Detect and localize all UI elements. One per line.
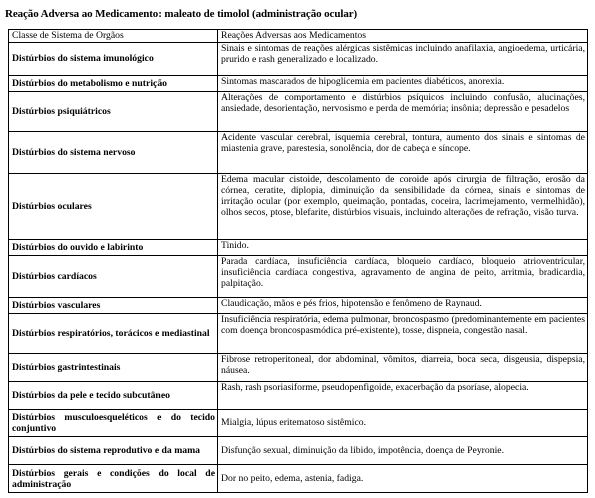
organ-class-cell: Distúrbios da pele e tecido subcutâneo — [9, 382, 218, 410]
organ-class-cell: Distúrbios gastrintestinais — [9, 354, 218, 382]
organ-class-cell: Distúrbios respiratórios, torácicos e mediastinal — [9, 314, 218, 354]
table-row — [9, 43, 588, 76]
table-row — [9, 354, 588, 382]
reactions-cell: Dor no peito, edema, astenia, fadiga. — [218, 465, 588, 493]
organ-class-cell: Distúrbios musculoesqueléticos e do tecido conjuntivo — [9, 410, 218, 437]
organ-class-cell: Distúrbios do sistema reprodutivo e da mama — [9, 437, 218, 465]
reactions-cell: Alterações de comportamento e distúrbios psíquicos incluindo confusão, alucinações, ansiedade, desorientação, nervosismo e perda de memória; insônia; depressão e pesadelos — [218, 92, 588, 132]
table-row — [9, 256, 588, 298]
table-row — [9, 437, 588, 465]
adverse-reactions-table — [8, 29, 588, 493]
reactions-cell: Edema macular cistoide, descolamento de coroide após cirurgia de filtração, erosão da córnea, ceratite, diplopia, diminuição da sensibilidade da córnea, sinais e sintomas de irritação ocular (por exemplo, queimação, pontadas, coceira, lacrimejamento, vermelhidão), olhos secos, ptose, blefarite, distúrbios visuais, incluindo alterações de refração, visão turva. — [218, 174, 588, 240]
document-title: Reação Adversa ao Medicamento: maleato de timolol (administração ocular) — [5, 8, 358, 20]
organ-class-cell: Distúrbios oculares — [9, 174, 218, 240]
organ-class-cell: Distúrbios cardíacos — [9, 256, 218, 298]
table-row — [9, 314, 588, 354]
header-adverse-reactions: Reações Adversas aos Medicamentos — [218, 30, 588, 43]
table-row — [9, 76, 588, 92]
table-row — [9, 410, 588, 437]
header-organ-class: Classe de Sistema de Orgãos — [9, 30, 218, 43]
reactions-cell: Tinido. — [218, 240, 588, 256]
table-row — [9, 298, 588, 314]
table-row — [9, 92, 588, 132]
organ-class-cell: Distúrbios psiquiátricos — [9, 92, 218, 132]
reactions-cell: Parada cardíaca, insuficiência cardíaca, bloqueio cardíaco, bloqueio atrioventricular, insuficiência cardíaca congestiva, agravamento de angina de peito, arritmia, bradicardia, palpitação. — [218, 256, 588, 298]
reactions-cell: Disfunção sexual, diminuição da libido, impotência, doença de Peyronie. — [218, 437, 588, 465]
reactions-cell: Sintomas mascarados de hipoglicemia em pacientes diabéticos, anorexia. — [218, 76, 588, 92]
table-row — [9, 240, 588, 256]
table-row — [9, 382, 588, 410]
table-row — [9, 174, 588, 240]
table-header-row — [9, 30, 588, 43]
reactions-cell: Sinais e sintomas de reações alérgicas sistêmicas incluindo anafilaxia, angioedema, urticária, prurido e rash generalizado e localizado. — [218, 43, 588, 76]
reactions-cell: Mialgia, lúpus eritematoso sistêmico. — [218, 410, 588, 437]
organ-class-cell: Distúrbios do ouvido e labirinto — [9, 240, 218, 256]
reactions-cell: Fibrose retroperitoneal, dor abdominal, vômitos, diarreia, boca seca, disgeusia, dispepsia, náusea. — [218, 354, 588, 382]
organ-class-cell: Distúrbios gerais e condições do local de administração — [9, 465, 218, 493]
table-row — [9, 465, 588, 493]
reactions-cell: Acidente vascular cerebral, isquemia cerebral, tontura, aumento dos sinais e sintomas de miastenia grave, parestesia, sonolência, dor de cabeça e síncope. — [218, 132, 588, 174]
organ-class-cell: Distúrbios do sistema imunológico — [9, 43, 218, 76]
organ-class-cell: Distúrbios do metabolismo e nutrição — [9, 76, 218, 92]
reactions-cell: Insuficiência respiratória, edema pulmonar, broncospasmo (predominantemente em pacientes com doença broncospasmódica pré-existente), tosse, dispneia, congestão nasal. — [218, 314, 588, 354]
organ-class-cell: Distúrbios do sistema nervoso — [9, 132, 218, 174]
organ-class-cell: Distúrbios vasculares — [9, 298, 218, 314]
reactions-cell: Rash, rash psoriasiforme, pseudopenfigoide, exacerbação da psoríase, alopecia. — [218, 382, 588, 410]
table-row — [9, 132, 588, 174]
reactions-cell: Claudicação, mãos e pés frios, hipotensão e fenômeno de Raynaud. — [218, 298, 588, 314]
